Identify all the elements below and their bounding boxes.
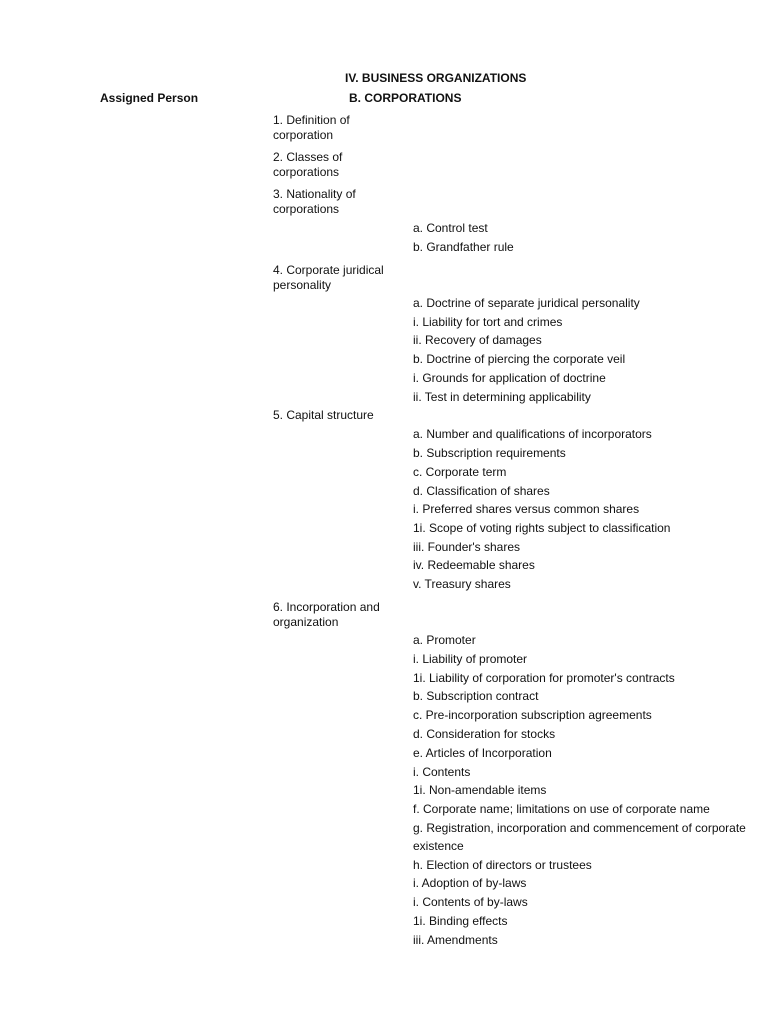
subtopic-item: d. Classification of shares — [413, 484, 550, 498]
subtopic-item: 1i. Binding effects — [413, 914, 508, 928]
subtopic-item: b. Grandfather rule — [413, 240, 514, 254]
subtopic-item: f. Corporate name; limitations on use of corporate name — [413, 802, 710, 816]
subtopic-item: i. Adoption of by-laws — [413, 876, 527, 890]
topic-3-line-1: 3. Nationality of — [273, 187, 356, 201]
subtopic-item: 1i. Scope of voting rights subject to classification — [413, 521, 671, 535]
topic-3-line-2: corporations — [273, 202, 340, 216]
topic-1-line-1: 1. Definition of — [273, 113, 350, 127]
subtopic-item: 1i. Liability of corporation for promoter's contracts — [413, 671, 675, 685]
subtopic-item: a. Control test — [413, 221, 488, 235]
subtopic-item: i. Liability of promoter — [413, 652, 528, 666]
topic-4-line-1: 4. Corporate juridical — [273, 263, 384, 277]
document-title: IV. BUSINESS ORGANIZATIONS — [345, 71, 527, 85]
subtopic-item: iii. Amendments — [413, 933, 498, 947]
subtopic-item: b. Doctrine of piercing the corporate veil — [413, 352, 626, 366]
topic-5-line-1: 5. Capital structure — [273, 408, 374, 422]
subtopic-item: existence — [413, 839, 464, 853]
subtopic-item: e. Articles of Incorporation — [413, 746, 552, 760]
subtopic-item: i. Preferred shares versus common shares — [413, 502, 640, 516]
subtopic-item: a. Number and qualifications of incorporators — [413, 427, 652, 441]
section-subtitle: B. CORPORATIONS — [349, 91, 462, 105]
subtopic-item: a. Promoter — [413, 633, 476, 647]
subtopic-item: b. Subscription contract — [413, 689, 539, 703]
subtopic-item: iv. Redeemable shares — [413, 558, 535, 572]
topic-6-line-1: 6. Incorporation and — [273, 600, 380, 614]
topic-2-line-1: 2. Classes of — [273, 150, 343, 164]
subtopic-item: h. Election of directors or trustees — [413, 858, 592, 872]
topic-2-line-2: corporations — [273, 165, 340, 179]
subtopic-item: i. Contents — [413, 765, 471, 779]
topic-6-line-2: organization — [273, 615, 339, 629]
subtopic-item: c. Corporate term — [413, 465, 507, 479]
subtopic-item: g. Registration, incorporation and commencement of corporate — [413, 821, 746, 835]
subtopic-item: i. Grounds for application of doctrine — [413, 371, 606, 385]
subtopic-item: ii. Test in determining applicability — [413, 390, 591, 404]
subtopic-item: v. Treasury shares — [413, 577, 511, 591]
subtopic-item: b. Subscription requirements — [413, 446, 566, 460]
subtopic-item: 1i. Non-amendable items — [413, 783, 547, 797]
subtopic-item: ii. Recovery of damages — [413, 333, 542, 347]
subtopic-item: c. Pre-incorporation subscription agreements — [413, 708, 652, 722]
subtopic-item: d. Consideration for stocks — [413, 727, 556, 741]
subtopic-item: i. Liability for tort and crimes — [413, 315, 563, 329]
topic-4-line-2: personality — [273, 278, 332, 292]
subtopic-item: a. Doctrine of separate juridical personality — [413, 296, 640, 310]
subtopic-item: iii. Founder's shares — [413, 540, 521, 554]
subtopic-item: i. Contents of by-laws — [413, 895, 528, 909]
topic-1-line-2: corporation — [273, 128, 334, 142]
assigned-person-header: Assigned Person — [100, 91, 199, 105]
